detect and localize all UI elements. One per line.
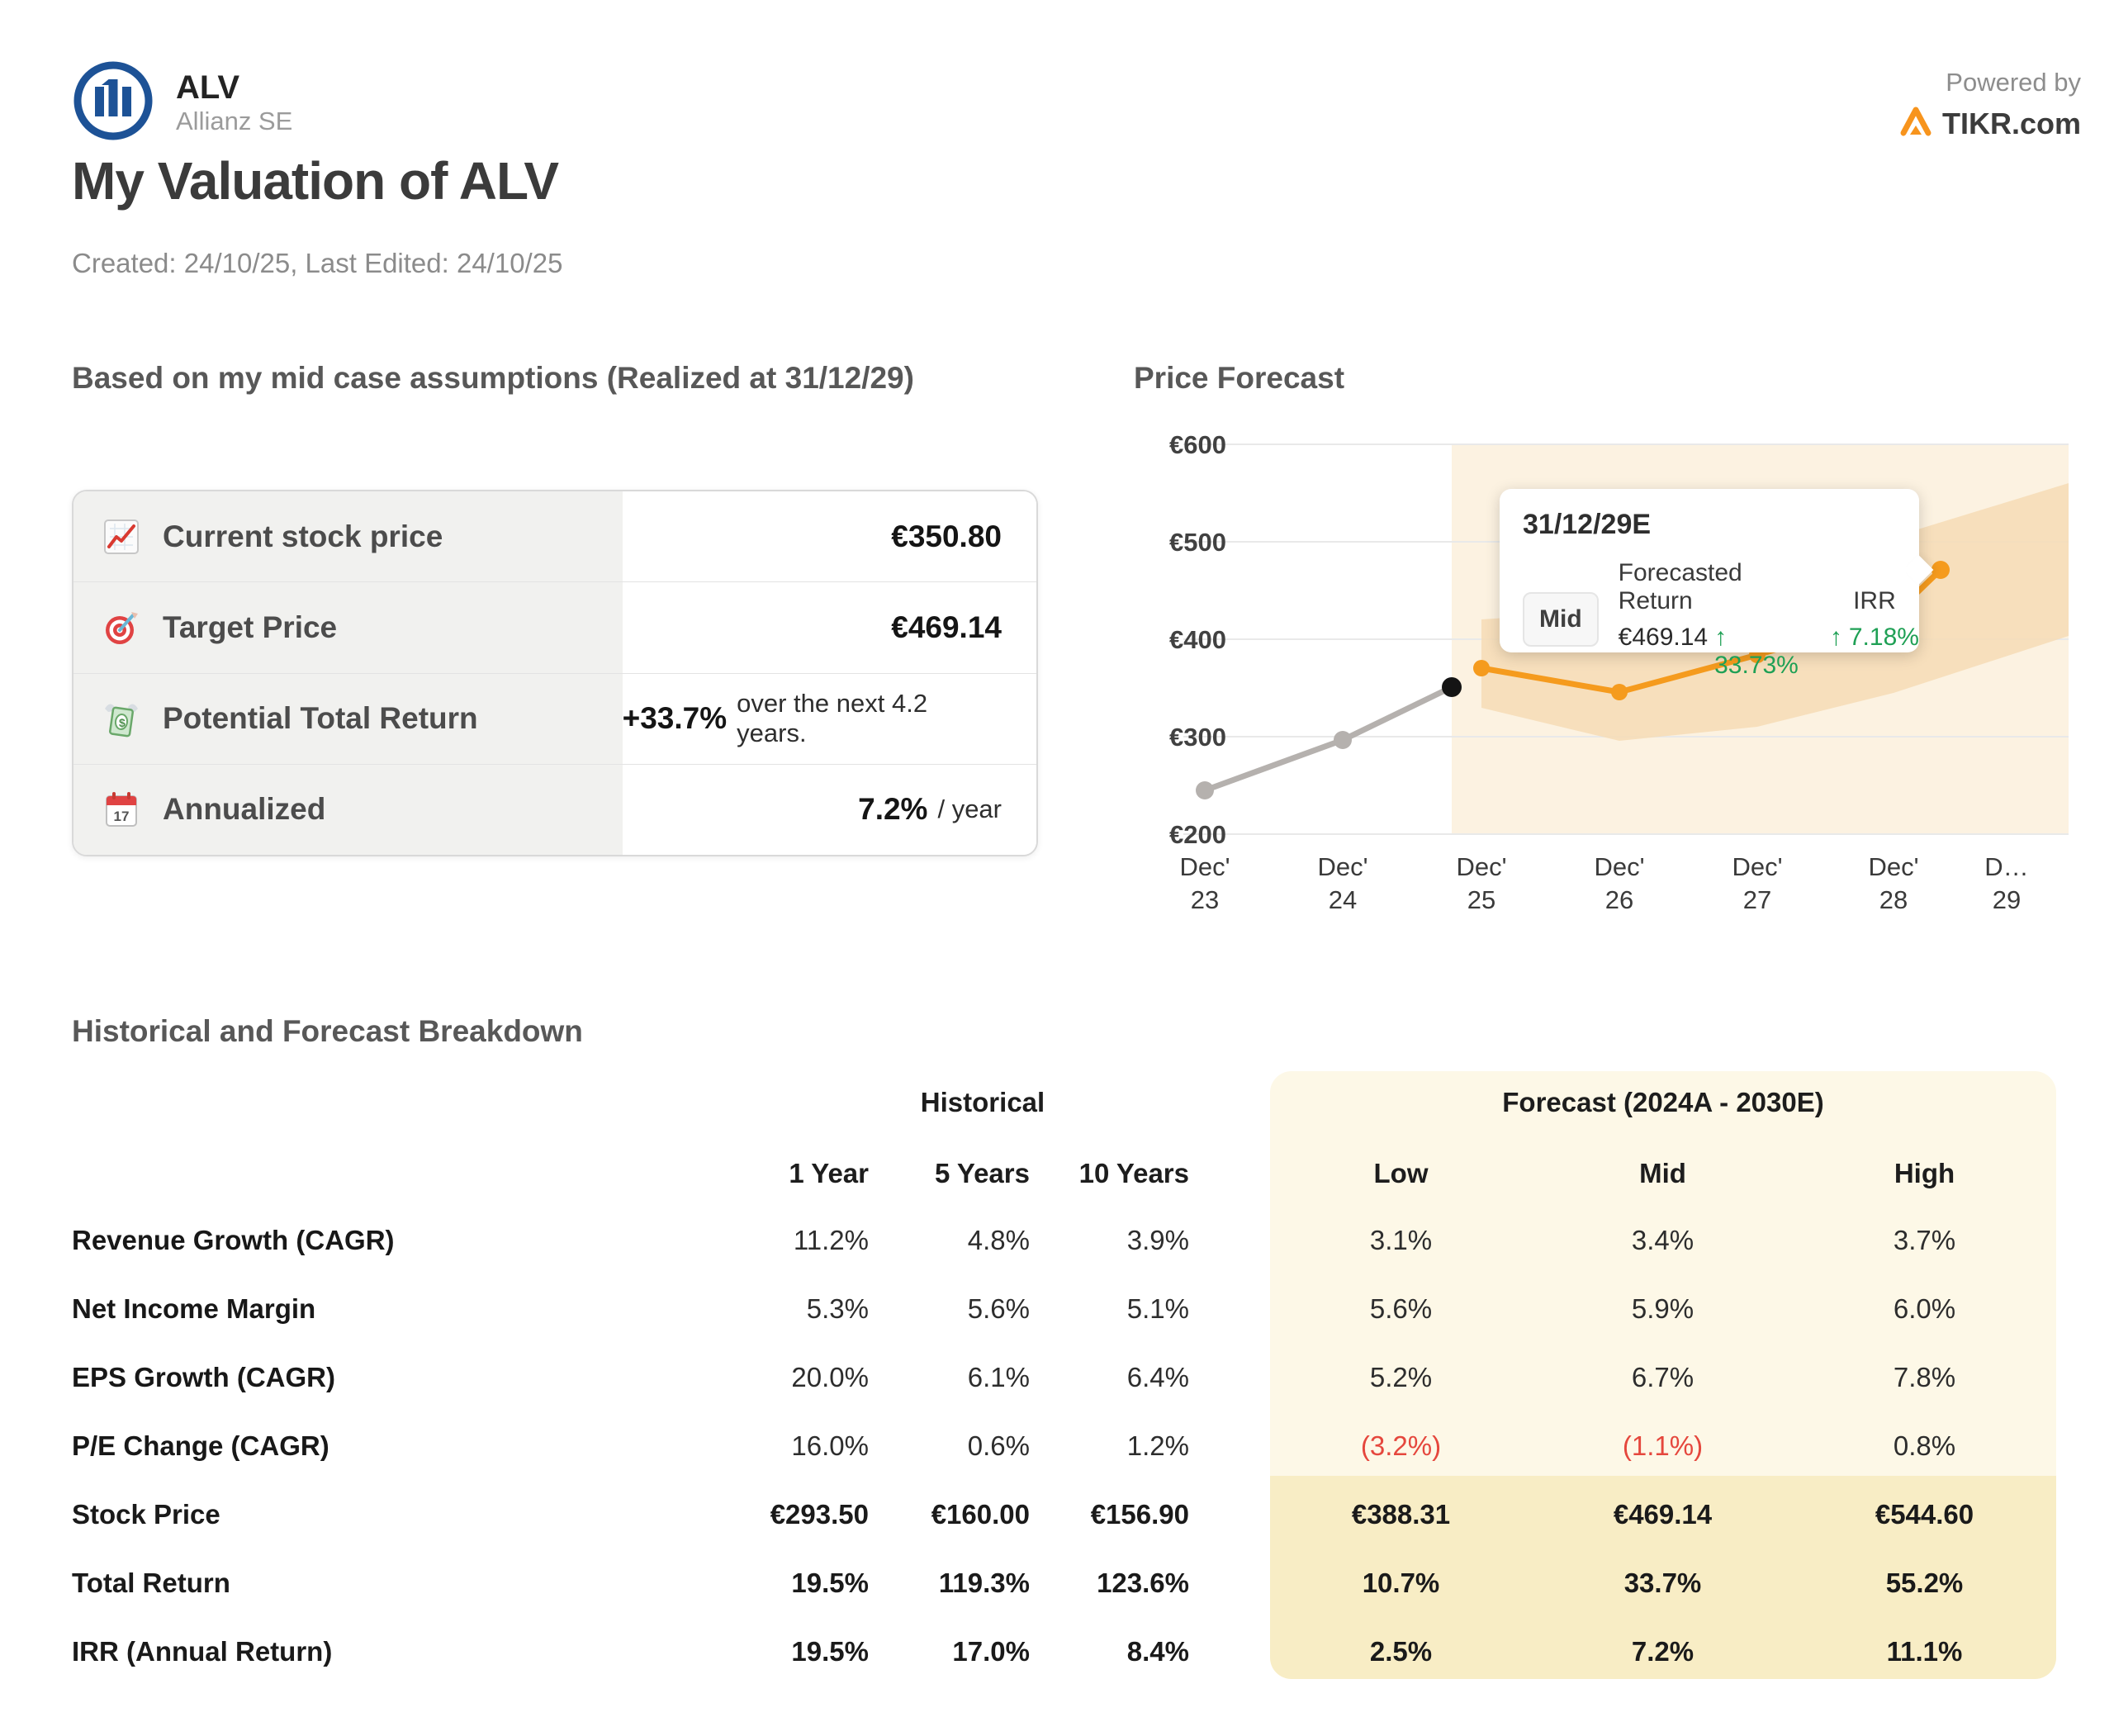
- svg-text:Dec': Dec': [1179, 852, 1230, 881]
- historical-price-line: [1205, 687, 1452, 790]
- svg-text:€300: €300: [1169, 723, 1226, 752]
- company-name: Allianz SE: [176, 107, 293, 136]
- tikr-logo-icon: [1899, 106, 1932, 141]
- table-row-net-income-margin: Net Income Margin 5.3% 5.6% 5.1% 5.6% 5.9% 6.0%: [72, 1293, 1956, 1324]
- forecast-group-header: Forecast (2024A - 2030E): [1502, 1087, 1824, 1117]
- row-label: Current stock price: [163, 519, 443, 553]
- table-row-target-price: [73, 582, 1036, 673]
- svg-text:25: 25: [1467, 885, 1496, 914]
- table-row-pe-change: P/E Change (CAGR) 16.0% 0.6% 1.2% (3.2%) (1.1%) 0.8%: [72, 1430, 1956, 1461]
- assumptions-heading: Based on my mid case assumptions (Realized at 31/12/29): [72, 361, 914, 395]
- tikr-site-label: TIKR.com: [1941, 106, 2081, 140]
- svg-text:€400: €400: [1169, 625, 1226, 654]
- row-value: €350.80: [891, 519, 1002, 553]
- svg-text:€600: €600: [1169, 430, 1226, 459]
- svg-text:$: $: [119, 716, 126, 730]
- breakdown-heading: Historical and Forecast Breakdown: [72, 1014, 583, 1048]
- svg-text:27: 27: [1742, 885, 1772, 914]
- powered-by-label: Powered by: [1946, 68, 2081, 97]
- table-row-eps-growth: EPS Growth (CAGR) 20.0% 6.1% 6.4% 5.2% 6.7% 7.8%: [72, 1361, 1956, 1392]
- allianz-logo-icon: [72, 59, 154, 146]
- up-arrow-icon: ↑: [1829, 624, 1842, 651]
- calendar-icon: [102, 790, 141, 829]
- ticker-symbol: ALV: [176, 69, 240, 107]
- tooltip-scenario-badge[interactable]: Mid: [1523, 592, 1599, 647]
- table-row-total-return: Total Return 19.5% 119.3% 123.6% 10.7% 33.7% 55.2%: [72, 1567, 1964, 1598]
- forecast-point: [1611, 684, 1628, 700]
- valuation-summary-table: [72, 490, 1038, 856]
- row-value: 7.2%: [858, 792, 928, 827]
- col-1-year: 1 Year: [789, 1157, 869, 1188]
- svg-text:Dec': Dec': [1456, 852, 1507, 881]
- table-row-total-return: [73, 674, 1036, 765]
- row-label: Target Price: [163, 609, 338, 644]
- column-header-row: [72, 1139, 2081, 1207]
- tooltip-return-change: 33.73%: [1714, 652, 1799, 679]
- svg-text:28: 28: [1879, 885, 1908, 914]
- money-with-wings-icon: [102, 699, 141, 738]
- negative-value: (1.1%): [1622, 1430, 1704, 1461]
- negative-value: (3.2%): [1360, 1430, 1442, 1461]
- up-arrow-icon: ↑: [1714, 624, 1728, 651]
- page-title: My Valuation of ALV: [72, 151, 559, 211]
- svg-text:24: 24: [1328, 885, 1358, 914]
- col-10-years: 10 Years: [1078, 1157, 1189, 1188]
- table-row-current-price: [73, 491, 1036, 582]
- price-forecast-chart[interactable]: [1134, 413, 2081, 925]
- tikr-link[interactable]: [1899, 106, 2081, 141]
- tooltip-date: 31/12/29E: [1523, 509, 1652, 540]
- row-value-suffix: over the next 4.2 years.: [737, 689, 928, 748]
- row-value: +33.7%: [622, 701, 728, 736]
- svg-text:€200: €200: [1169, 820, 1226, 849]
- historical-point: [1334, 731, 1352, 749]
- svg-text:17: 17: [113, 809, 130, 825]
- svg-text:€500: €500: [1169, 528, 1226, 557]
- tooltip-return-label: Forecasted Return: [1618, 559, 1742, 614]
- svg-text:29: 29: [1992, 885, 2022, 914]
- row-value: €469.14: [891, 609, 1002, 644]
- tooltip-irr-change: 7.18%: [1848, 624, 1919, 651]
- table-row-revenue-growth: Revenue Growth (CAGR) 11.2% 4.8% 3.9% 3.1% 3.4% 3.7%: [72, 1224, 1956, 1255]
- forecast-point: [1473, 660, 1490, 676]
- svg-text:Dec': Dec': [1317, 852, 1368, 881]
- forecast-end-point: [1932, 561, 1950, 579]
- row-value-suffix: / year: [937, 794, 1002, 824]
- row-label: Annualized: [163, 792, 326, 827]
- table-row-stock-price: Stock Price €293.50 €160.00 €156.90 €388.31 €469.14 €544.60: [72, 1498, 1974, 1530]
- breakdown-section: [72, 1008, 2081, 1734]
- col-5-years: 5 Years: [934, 1157, 1030, 1188]
- col-mid: Mid: [1639, 1157, 1686, 1188]
- col-low: Low: [1373, 1157, 1429, 1188]
- target-icon: [102, 608, 141, 647]
- chart-increasing-icon: [102, 517, 141, 557]
- table-row-annualized: [73, 765, 1036, 855]
- price-forecast-heading: Price Forecast: [1134, 361, 1345, 395]
- current-price-point: [1442, 677, 1462, 697]
- svg-text:23: 23: [1190, 885, 1220, 914]
- svg-text:D…: D…: [1984, 852, 2029, 881]
- historical-point: [1196, 781, 1214, 799]
- historical-group-header: Historical: [920, 1087, 1045, 1117]
- row-label: Potential Total Return: [163, 701, 478, 736]
- created-edited-line: Created: 24/10/25, Last Edited: 24/10/25: [72, 248, 563, 278]
- svg-text:Dec': Dec': [1594, 852, 1645, 881]
- svg-text:Dec': Dec': [1868, 852, 1919, 881]
- chart-tooltip: [1500, 489, 1919, 679]
- powered-by-block: [1899, 68, 2081, 141]
- col-high: High: [1894, 1157, 1955, 1188]
- tooltip-irr-label: IRR: [1853, 587, 1896, 614]
- svg-text:Dec': Dec': [1732, 852, 1783, 881]
- tooltip-return-value: €469.14: [1618, 624, 1709, 651]
- svg-text:26: 26: [1604, 885, 1634, 914]
- company-header: [72, 59, 292, 146]
- x-axis-labels: [1179, 852, 2028, 914]
- table-row-irr: IRR (Annual Return) 19.5% 17.0% 8.4% 2.5% 7.2% 11.1%: [72, 1635, 1963, 1667]
